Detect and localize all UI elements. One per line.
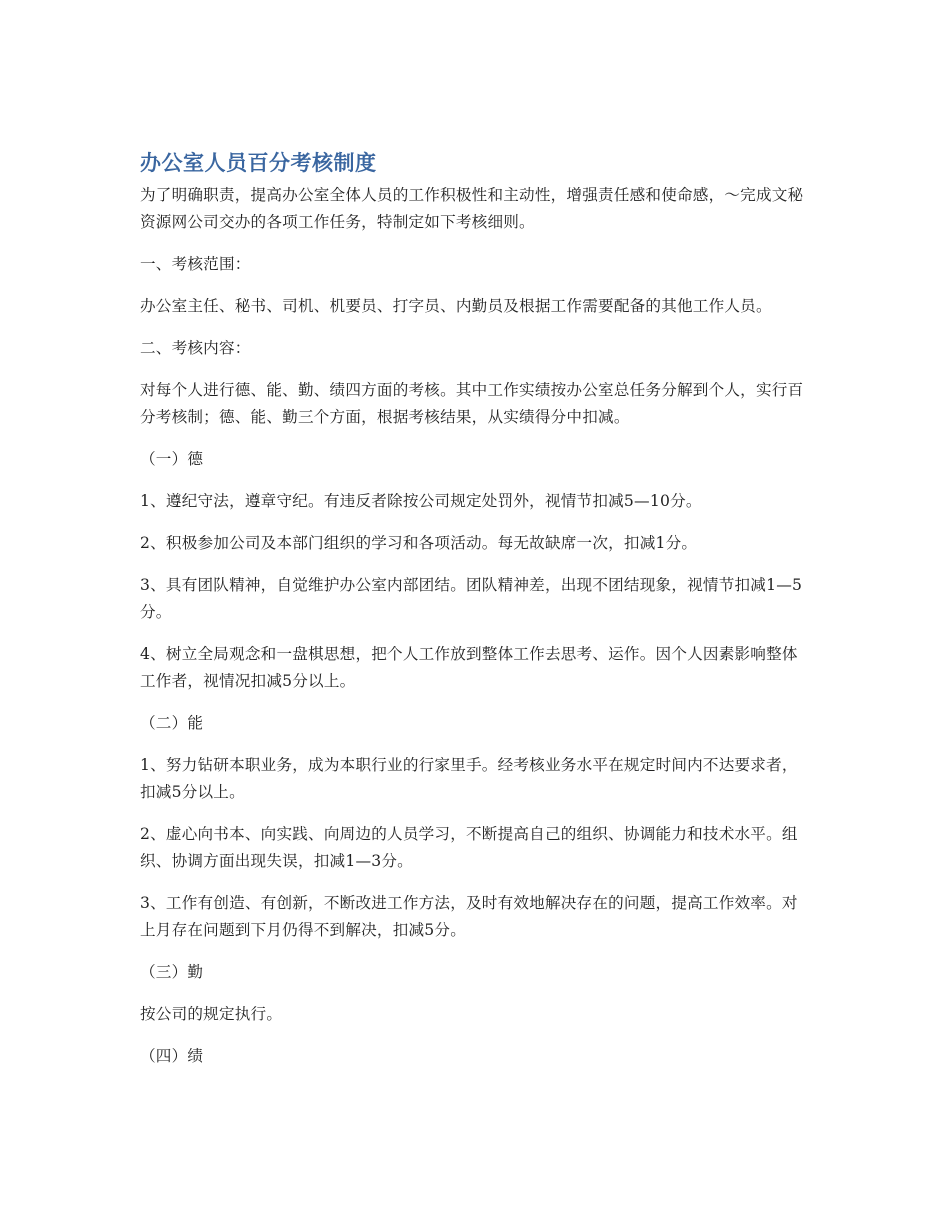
section-heading-scope: 一、考核范围：: [140, 255, 251, 273]
document-page: [140, 148, 812, 1085]
scope-paragraph: 办公室主任、秘书、司机、机要员、打字员、内勤员及根据工作需要配备的其他工作人员。: [140, 297, 772, 315]
document-title: 办公室人员百分考核制度: [140, 151, 377, 175]
de-item-4: 4、树立全局观念和一盘棋思想，把个人工作放到整体工作去思考、运作。因个人因素影响整体工作者，视情况扣减5分以上。: [140, 645, 798, 690]
intro-paragraph: 为了明确职责，提高办公室全体人员的工作积极性和主动性，增强责任感和使命感，～完成文秘资源网公司交办的各项工作任务，特制定如下考核细则。: [140, 186, 804, 231]
subsection-heading-ji: （四）绩: [140, 1047, 204, 1065]
section-heading-content: 二、考核内容：: [140, 339, 251, 357]
subsection-heading-de: （一）德: [140, 450, 204, 468]
de-item-2: 2、积极参加公司及本部门组织的学习和各项活动。每无故缺席一次，扣减1分。: [140, 534, 698, 552]
content-paragraph: 对每个人进行德、能、勤、绩四方面的考核。其中工作实绩按办公室总任务分解到个人，实行百分考核制；德、能、勤三个方面，根据考核结果，从实绩得分中扣减。: [140, 381, 804, 426]
neng-item-1: 1、努力钻研本职业务，成为本职行业的行家里手。经考核业务水平在规定时间内不达要求者，扣减5分以上。: [140, 756, 798, 801]
neng-item-2: 2、虚心向书本、向实践、向周边的人员学习，不断提高自己的组织、协调能力和技术水平。组织、协调方面出现失误，扣减1—3分。: [140, 825, 798, 870]
subsection-heading-qin: （三）勤: [140, 963, 204, 981]
subsection-heading-neng: （二）能: [140, 714, 204, 732]
qin-paragraph: 按公司的规定执行。: [140, 1005, 283, 1023]
de-item-1: 1、遵纪守法，遵章守纪。有违反者除按公司规定处罚外，视情节扣减5—10分。: [140, 492, 702, 510]
neng-item-3: 3、工作有创造、有创新，不断改进工作方法，及时有效地解决存在的问题，提高工作效率。对上月存在问题到下月仍得不到解决，扣减5分。: [140, 894, 798, 939]
de-item-3: 3、具有团队精神，自觉维护办公室内部团结。团队精神差，出现不团结现象，视情节扣减1—5分。: [140, 576, 803, 621]
